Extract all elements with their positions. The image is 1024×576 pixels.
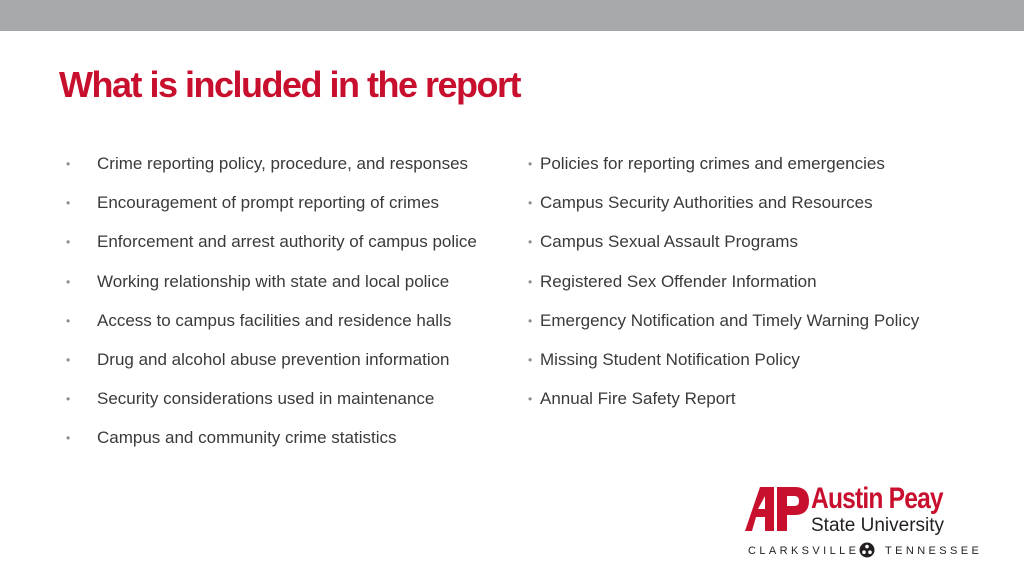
bullet-icon: • bbox=[528, 274, 533, 289]
list-item bbox=[66, 426, 506, 465]
logo-name: Austin Peay bbox=[811, 482, 943, 515]
list-item bbox=[66, 152, 506, 191]
list-item-text: Emergency Notification and Timely Warning Policy bbox=[540, 310, 920, 330]
list-item bbox=[528, 152, 978, 191]
list-item bbox=[528, 191, 978, 230]
list-item bbox=[66, 348, 506, 387]
list-item bbox=[66, 230, 506, 269]
bullet-icon: • bbox=[528, 196, 533, 211]
bullet-icon: • bbox=[528, 157, 533, 171]
bullet-icon: • bbox=[66, 157, 71, 171]
bullet-icon: • bbox=[528, 352, 533, 367]
list-item-text: Missing Student Notification Policy bbox=[540, 349, 800, 369]
list-item bbox=[66, 191, 506, 230]
list-item bbox=[528, 309, 978, 348]
bullet-icon: • bbox=[66, 235, 71, 250]
list-item bbox=[66, 309, 506, 348]
bullet-icon: • bbox=[66, 352, 71, 367]
university-logo bbox=[745, 482, 983, 562]
list-item bbox=[528, 230, 978, 269]
bullet-icon: • bbox=[66, 274, 71, 289]
list-item-text: Security considerations used in maintenance bbox=[97, 389, 435, 409]
bullet-icon: • bbox=[66, 431, 71, 446]
list-item-text: Campus Security Authorities and Resources bbox=[540, 193, 873, 213]
list-item bbox=[528, 270, 978, 309]
bullet-icon: • bbox=[66, 196, 71, 211]
list-item-text: Registered Sex Offender Information bbox=[540, 271, 817, 291]
bullet-icon: • bbox=[66, 392, 71, 407]
list-item-text: Campus and community crime statistics bbox=[97, 428, 397, 448]
list-item-text: Access to campus facilities and residence halls bbox=[97, 310, 452, 330]
logo-city: CLARKSVILLE bbox=[748, 545, 860, 557]
tennessee-tri-star-icon bbox=[859, 542, 875, 558]
bullet-icon: • bbox=[528, 392, 533, 407]
right-bullet-list bbox=[528, 152, 978, 426]
list-item-text: Enforcement and arrest authority of campus police bbox=[97, 232, 477, 252]
list-item-text: Encouragement of prompt reporting of crimes bbox=[97, 193, 440, 213]
ap-monogram-icon bbox=[745, 484, 809, 532]
list-item bbox=[528, 387, 978, 426]
list-item-text: Crime reporting policy, procedure, and responses bbox=[97, 154, 469, 173]
logo-subtitle: State University bbox=[811, 515, 945, 536]
top-bar bbox=[0, 0, 1024, 31]
bullet-icon: • bbox=[528, 235, 533, 250]
list-item bbox=[66, 270, 506, 309]
list-item bbox=[528, 348, 978, 387]
list-item-text: Working relationship with state and local police bbox=[97, 271, 450, 291]
left-bullet-list bbox=[66, 152, 506, 466]
list-item-text: Annual Fire Safety Report bbox=[540, 389, 736, 409]
logo-state: TENNESSEE bbox=[885, 545, 983, 557]
slide-title: What is included in the report bbox=[59, 64, 521, 105]
list-item-text: Drug and alcohol abuse prevention information bbox=[97, 349, 450, 369]
list-item-text: Campus Sexual Assault Programs bbox=[540, 232, 798, 252]
list-item bbox=[66, 387, 506, 426]
bullet-icon: • bbox=[66, 313, 71, 328]
bullet-icon: • bbox=[528, 313, 533, 328]
list-item-text: Policies for reporting crimes and emergencies bbox=[540, 154, 885, 173]
